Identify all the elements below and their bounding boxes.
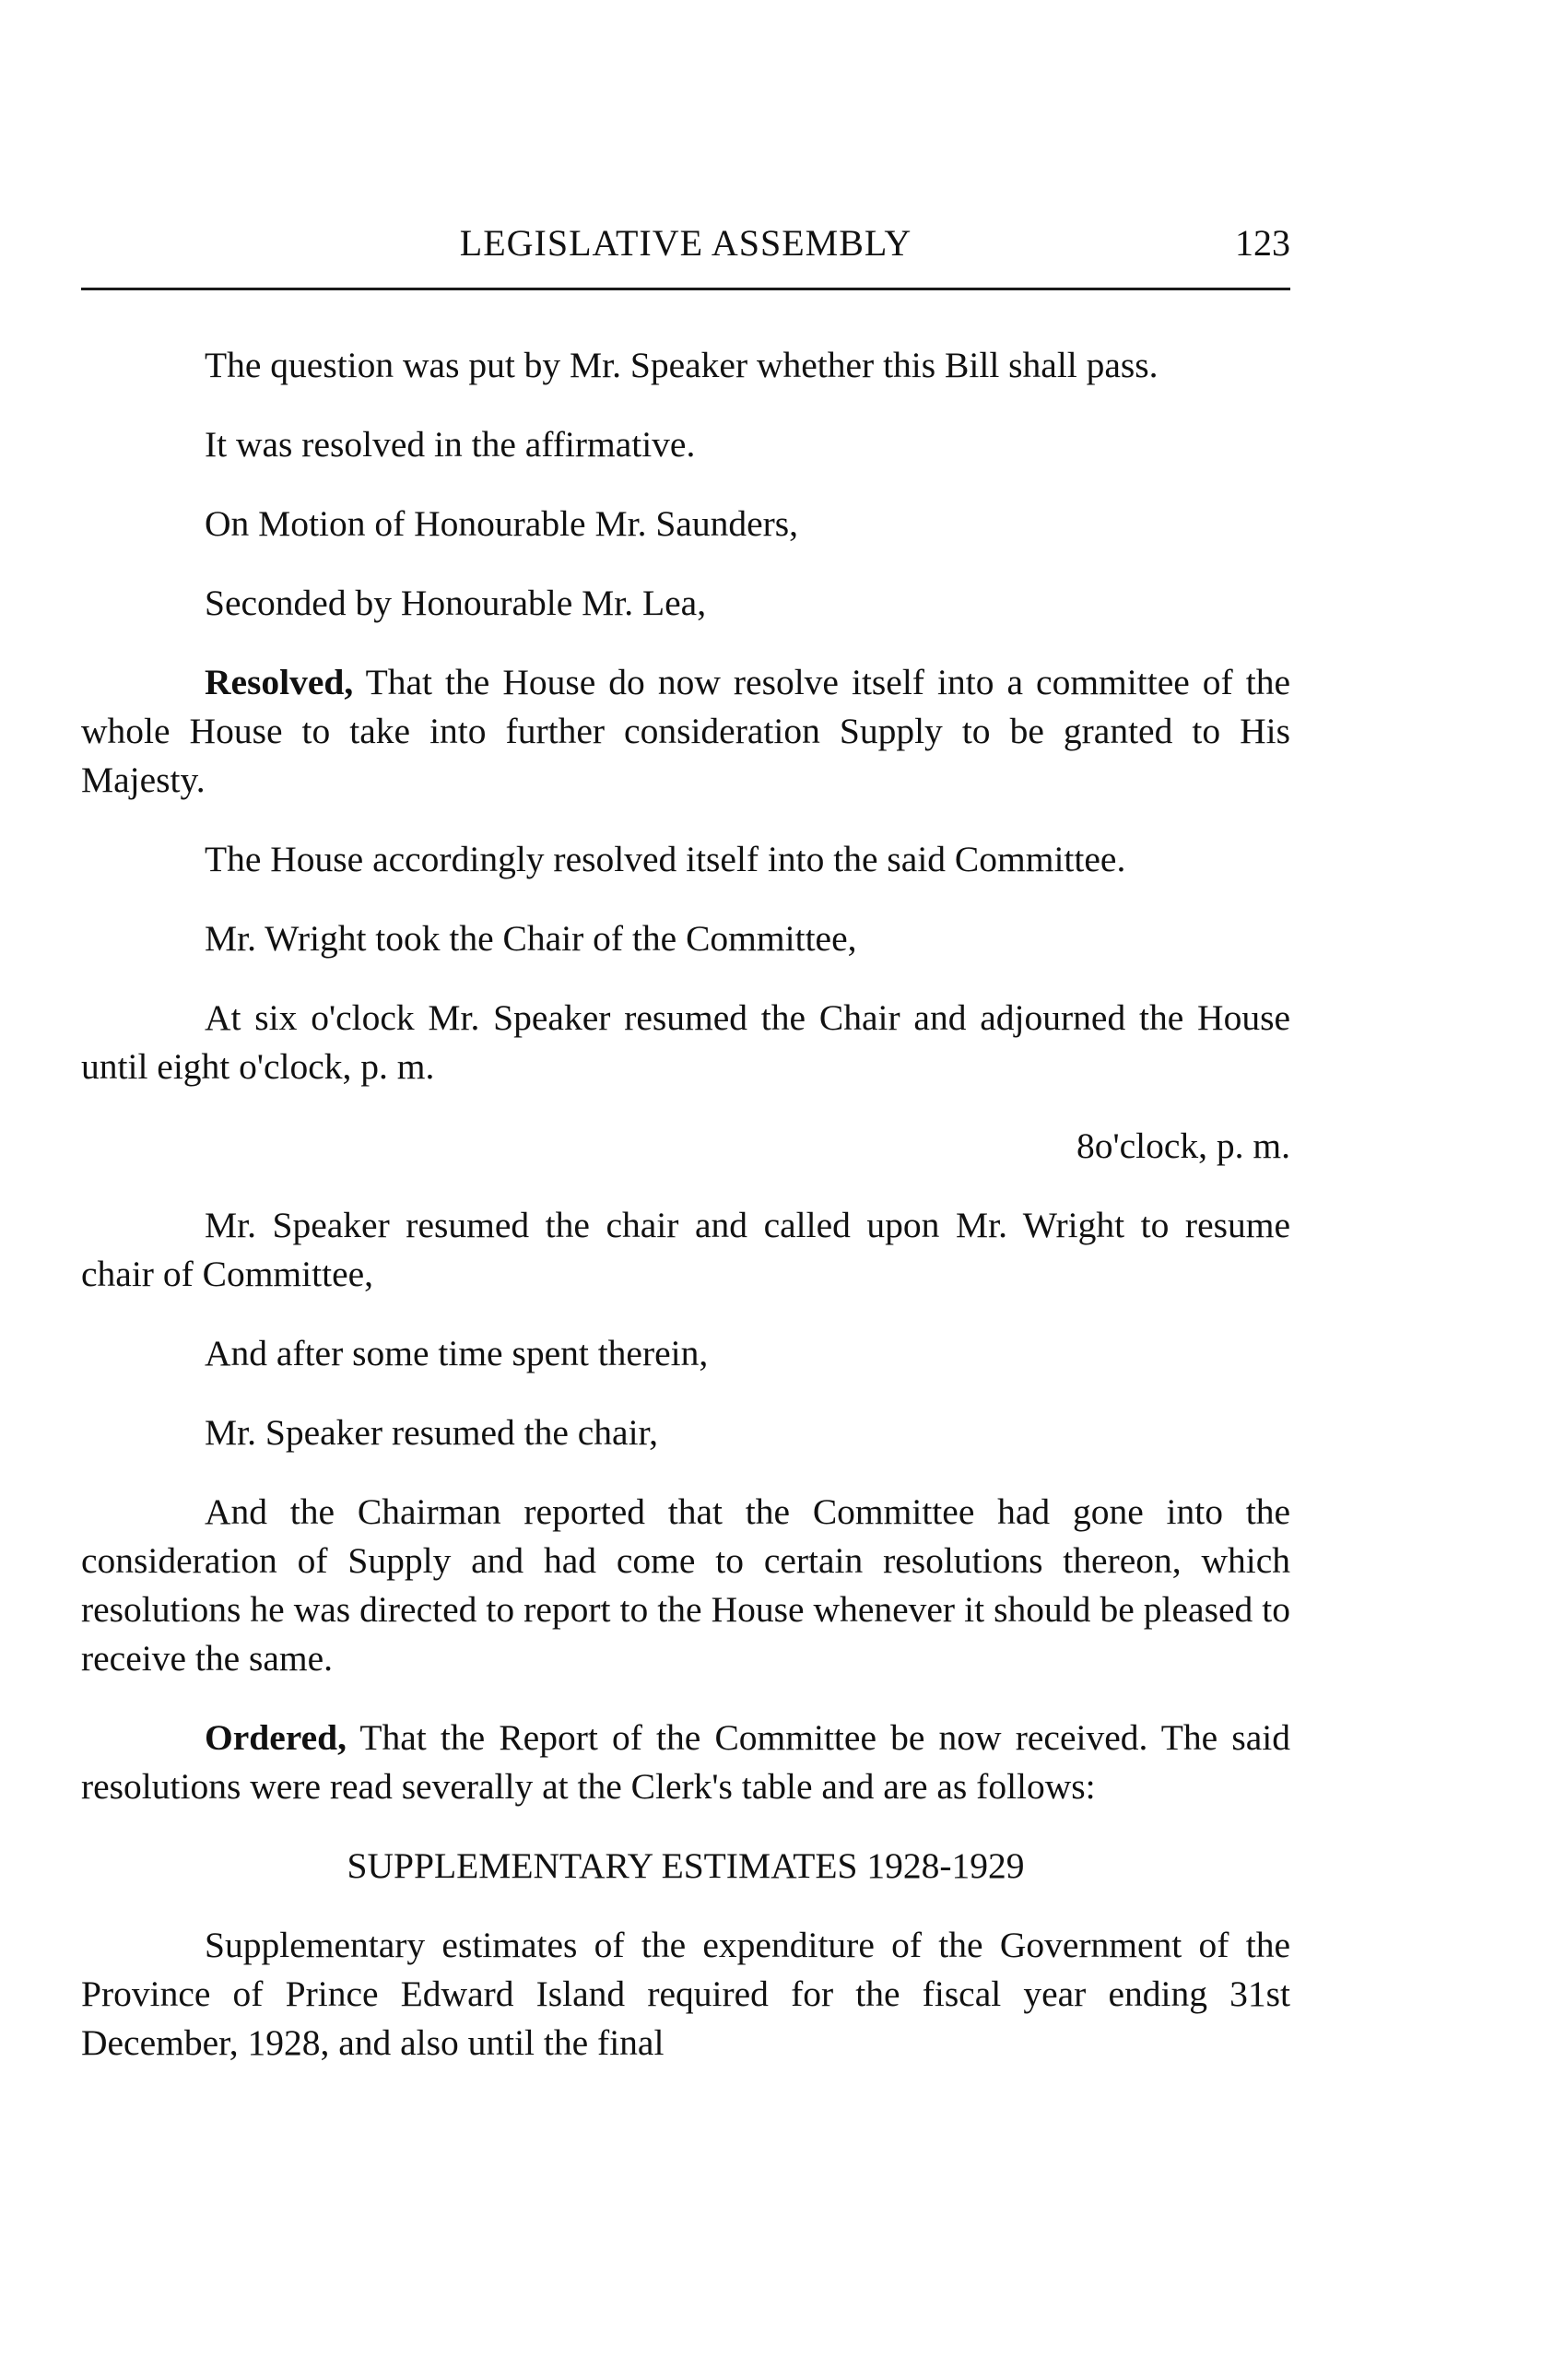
paragraph-motion: On Motion of Honourable Mr. Saunders, <box>205 503 798 544</box>
paragraph-ordered: Ordered, That the Report of the Committee be now received. The said resolutions were read severally at the Clerk's table and are as follows: <box>81 1717 1290 1807</box>
paragraph-house-committee: The House accordingly resolved itself into the said Committee. <box>205 839 1126 879</box>
page-header <box>81 221 1290 277</box>
paragraph-resume: Mr. Speaker resumed the chair and called upon Mr. Wright to resume chair of Committee, <box>81 1205 1290 1294</box>
running-title: LEGISLATIVE ASSEMBLY <box>459 222 912 264</box>
resolved-lead: Resolved, <box>205 662 354 702</box>
paragraph-affirmative: It was resolved in the affirmative. <box>205 424 696 465</box>
paragraph-adjourned: At six o'clock Mr. Speaker resumed the Chair and adjourned the House until eight o'clock, p. m. <box>81 997 1290 1087</box>
page-number: 123 <box>1235 222 1290 264</box>
paragraph-seconded: Seconded by Honourable Mr. Lea, <box>205 583 707 623</box>
paragraph-time: 8o'clock, p. m. <box>1076 1125 1290 1166</box>
section-heading: SUPPLEMENTARY ESTIMATES 1928-1929 <box>347 1845 1025 1886</box>
paragraph-time-spent: And after some time spent therein, <box>205 1333 709 1373</box>
paragraph-question: The question was put by Mr. Speaker whether this Bill shall pass. <box>205 345 1159 385</box>
paragraph-speaker-resumed: Mr. Speaker resumed the chair, <box>205 1412 658 1453</box>
header-rule <box>81 288 1290 290</box>
journal-body <box>81 341 1290 2098</box>
ordered-lead: Ordered, <box>205 1717 347 1758</box>
paragraph-chair: Mr. Wright took the Chair of the Committee, <box>205 918 857 959</box>
paragraph-chairman-report: And the Chairman reported that the Committee had gone into the consideration of Supply and had come to certain resolutions thereon, which resolutions he was directed to report to the House whenever it should be pleased to receive the same. <box>81 1491 1290 1679</box>
paragraph-estimates: Supplementary estimates of the expenditure of the Government of the Province of Prince Edward Island required for the fiscal year ending 31st December, 1928, and also until the final <box>81 1925 1290 2063</box>
paragraph-resolved: Resolved, That the House do now resolve itself into a committee of the whole House to take into further consideration Supply to be granted to His Majesty. <box>81 662 1290 800</box>
